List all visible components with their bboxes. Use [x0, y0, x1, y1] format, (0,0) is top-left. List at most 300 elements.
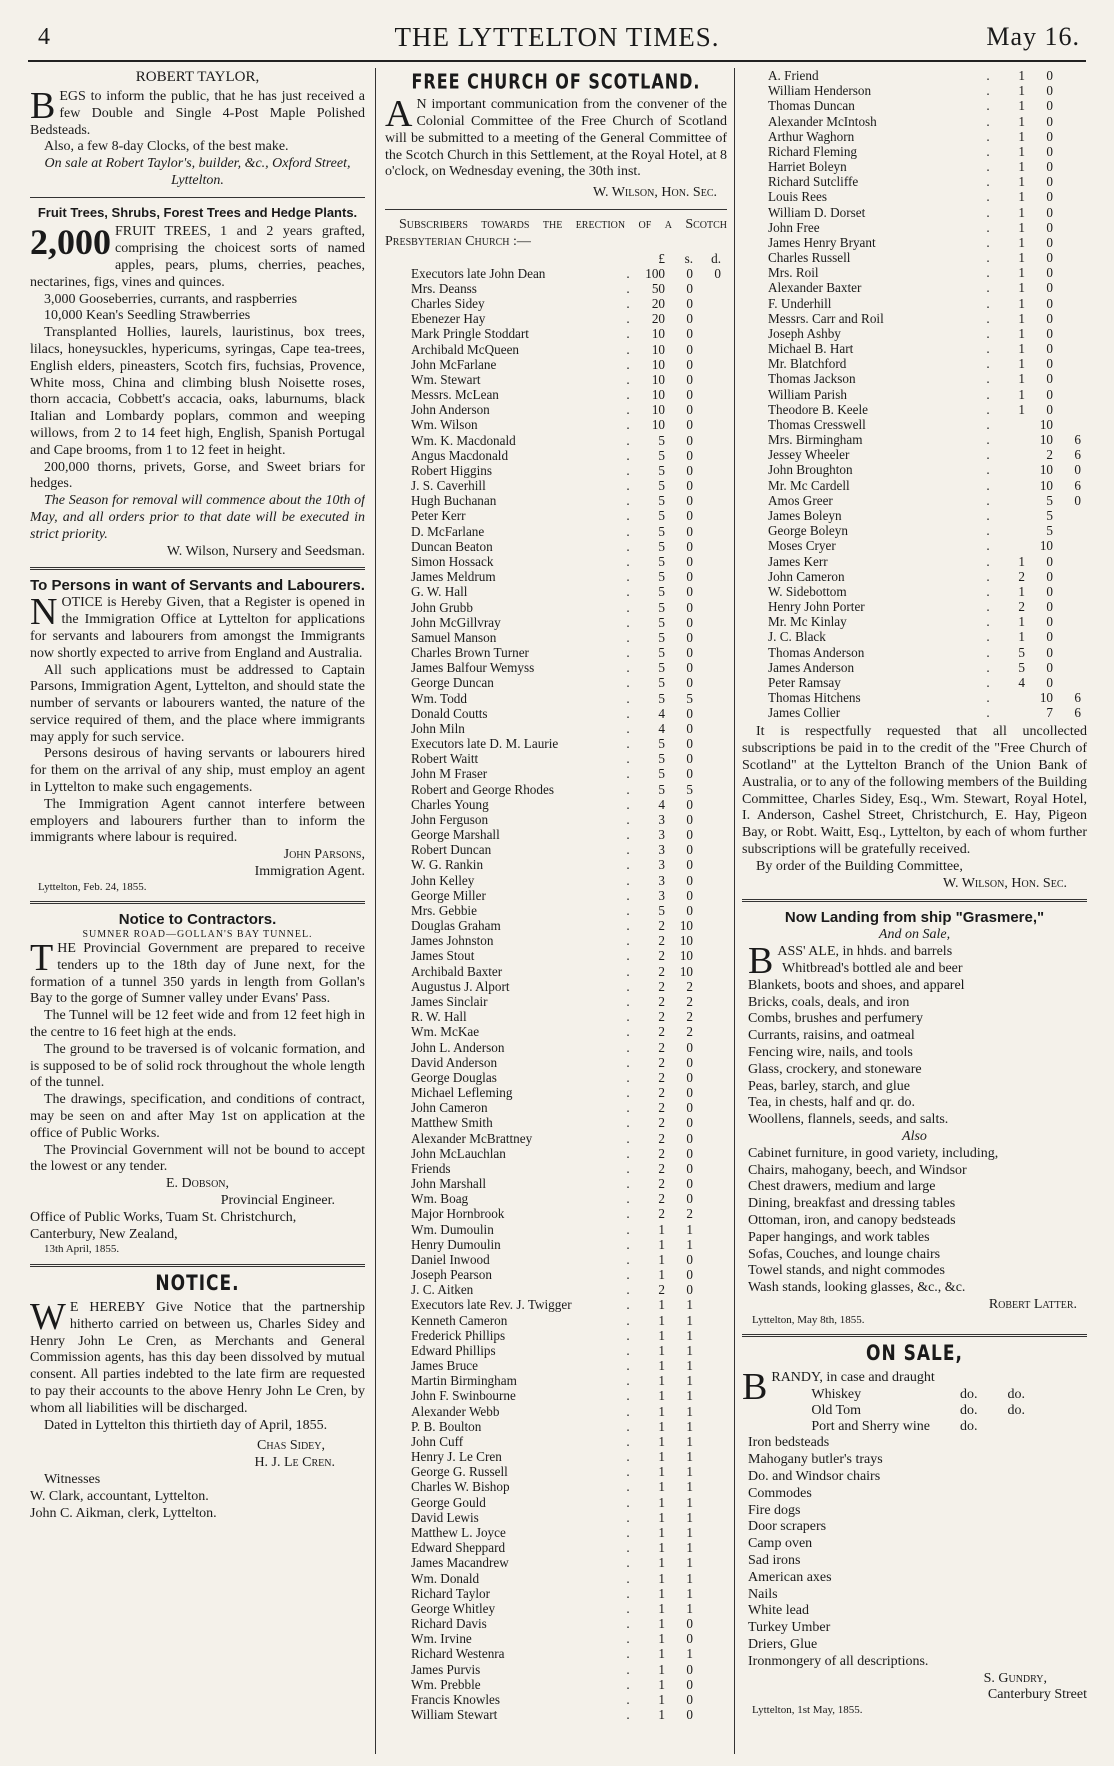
leader-dots: .: [626, 1191, 630, 1207]
amount-shillings: 0: [686, 1707, 693, 1723]
subscriber-name: Henry J. Le Cren: [411, 1449, 502, 1465]
amount-pounds: 1: [1018, 189, 1025, 205]
ad-heading: To Persons in want of Servants and Labourers.: [30, 577, 365, 595]
subscriber-row: [385, 645, 727, 660]
currency-pounds: £: [658, 250, 665, 266]
amount-pence: [1059, 402, 1087, 417]
subscriber-row: [385, 1555, 727, 1570]
amount-shillings: 0: [686, 675, 693, 691]
leader-dots: .: [626, 1024, 630, 1040]
ad-subheading: Also: [902, 1128, 927, 1144]
subscriber-row: [742, 584, 1087, 599]
leader-dots: .: [626, 478, 630, 494]
subscriber-row: [742, 417, 1087, 432]
amount-shillings: 1: [686, 1600, 693, 1616]
amount-pence: [1059, 371, 1087, 386]
leader-dots: .: [626, 902, 630, 918]
leader-dots: .: [626, 1631, 630, 1647]
spirit-ditto: do.: [959, 1403, 978, 1419]
amount-pence: [699, 357, 727, 372]
ad-date: 13th April, 1855.: [44, 1243, 120, 1256]
column-3: [742, 68, 1087, 1754]
subscriber-name: Louis Rees: [768, 189, 827, 205]
subscriber-name: Kenneth Cameron: [411, 1312, 508, 1328]
amount-pence: [699, 1191, 727, 1206]
amount-shillings: 0: [1046, 219, 1053, 235]
leader-dots: .: [986, 113, 990, 129]
amount-pounds: 5: [658, 614, 665, 630]
leader-dots: .: [986, 174, 990, 190]
leader-dots: .: [986, 659, 990, 675]
subscriber-list: [385, 266, 727, 1723]
subscriber-name: Mrs. Roil: [768, 265, 819, 281]
goods-line: Peas, barley, starch, and glue: [748, 1078, 910, 1094]
ad-address: Office of Public Works, Tuam St. Christchurch, Canterbury, New Zealand,: [30, 1209, 297, 1242]
amount-pounds: 20: [651, 296, 665, 312]
amount-pounds: 1: [658, 1312, 665, 1328]
subscriber-row: [385, 266, 727, 281]
subscriber-name: Edward Sheppard: [411, 1540, 506, 1556]
amount-pence: [699, 842, 727, 857]
amount-pence: [699, 1343, 727, 1358]
leader-dots: .: [626, 1540, 630, 1556]
column-2: [385, 68, 727, 1754]
amount-shillings: 1: [686, 1433, 693, 1449]
leader-dots: .: [986, 401, 990, 417]
ad-free-church: [385, 69, 727, 1723]
amount-pence: [699, 1586, 727, 1601]
amount-pounds: 2: [658, 993, 665, 1009]
leader-dots: .: [626, 493, 630, 509]
subscriber-name: Jessey Wheeler: [768, 447, 850, 463]
amount-pence: [699, 1313, 727, 1328]
amount-pounds: 5: [658, 447, 665, 463]
amount-shillings: 0: [686, 508, 693, 524]
leader-dots: .: [986, 629, 990, 645]
subscriber-name: John F. Swinbourne: [411, 1388, 516, 1404]
subscriber-name: John Ferguson: [411, 811, 489, 827]
subscriber-name: Ebenezer Hay: [411, 311, 486, 327]
amount-pence: [699, 1206, 727, 1221]
amount-shillings: 0: [1046, 234, 1053, 250]
amount-pounds: 3: [658, 872, 665, 888]
amount-pounds: 2: [658, 1145, 665, 1161]
leader-dots: .: [626, 963, 630, 979]
amount-pounds: 1: [658, 1342, 665, 1358]
amount-pence: [699, 1662, 727, 1677]
amount-shillings: 0: [686, 1085, 693, 1101]
amount-pounds: 2: [658, 1160, 665, 1176]
leader-dots: .: [626, 523, 630, 539]
leader-dots: .: [626, 1509, 630, 1525]
leader-dots: .: [626, 599, 630, 615]
subscriber-name: James Purvis: [411, 1661, 481, 1677]
sale-item: Do. and Windsor chairs: [748, 1468, 881, 1484]
subscriber-name: Charles W. Bishop: [411, 1479, 510, 1495]
subscriber-row: [742, 599, 1087, 614]
leader-dots: .: [626, 371, 630, 387]
subscriber-row: [385, 1176, 727, 1191]
leader-dots: .: [626, 1403, 630, 1419]
leader-dots: .: [626, 1160, 630, 1176]
sale-item: Ironmongery of all descriptions.: [748, 1653, 929, 1669]
amount-pounds: 1: [658, 1646, 665, 1662]
amount-pounds: 5: [658, 766, 665, 782]
subscriber-name: John Miln: [411, 720, 465, 736]
advertiser-name: ROBERT TAYLOR,: [135, 69, 260, 85]
amount-shillings: 0: [1046, 174, 1053, 190]
amount-shillings: 0: [686, 1191, 693, 1207]
leader-dots: .: [626, 1100, 630, 1116]
subscriber-row: [385, 1419, 727, 1434]
amount-pence: [699, 1646, 727, 1661]
subscriber-row: [742, 402, 1087, 417]
leader-dots: .: [626, 387, 630, 403]
subscriber-name: George Whitley: [411, 1600, 496, 1616]
leader-dots: .: [626, 280, 630, 296]
leader-dots: .: [626, 614, 630, 630]
amount-shillings: 0: [686, 493, 693, 509]
subscriber-name: Robert Higgins: [411, 462, 492, 478]
amount-pounds: 50: [651, 280, 665, 296]
leader-dots: .: [626, 933, 630, 949]
amount-pence: 6: [1074, 705, 1081, 721]
subscriber-row: [742, 523, 1087, 538]
amount-pounds: 5: [658, 538, 665, 554]
amount-shillings: 1: [686, 1509, 693, 1525]
ad-date: Lyttelton, 1st May, 1855.: [752, 1704, 863, 1717]
leader-dots: .: [626, 1646, 630, 1662]
subscriber-row: [385, 569, 727, 584]
leader-dots: .: [986, 568, 990, 584]
goods-line: Glass, crockery, and stoneware: [748, 1061, 922, 1077]
amount-shillings: 1: [686, 1540, 693, 1556]
amount-pence: [1059, 417, 1087, 432]
leader-dots: .: [626, 796, 630, 812]
amount-pence: [699, 933, 727, 948]
subscriber-row: [742, 493, 1087, 508]
amount-shillings: 0: [686, 766, 693, 782]
amount-pence: [1059, 614, 1087, 629]
amount-pence: [699, 857, 727, 872]
amount-pounds: 1: [1018, 401, 1025, 417]
amount-pence: [699, 782, 727, 797]
subscriber-name: Augustus J. Alport: [411, 978, 510, 994]
amount-pounds: 1: [658, 1540, 665, 1556]
leader-dots: .: [626, 508, 630, 524]
amount-pounds: 10: [651, 326, 665, 342]
amount-shillings: 5: [1046, 523, 1053, 539]
subscriber-name: Richard Fleming: [768, 143, 858, 159]
amount-pence: [699, 645, 727, 660]
leader-dots: .: [986, 447, 990, 463]
subscriber-row: [742, 675, 1087, 690]
leader-dots: .: [626, 265, 630, 281]
subscriber-row: [385, 842, 727, 857]
amount-pounds: 3: [658, 811, 665, 827]
amount-pounds: 5: [658, 584, 665, 600]
amount-pounds: 2: [658, 1100, 665, 1116]
leader-dots: .: [626, 857, 630, 873]
subscriber-name: Mr. Mc Cardell: [768, 477, 850, 493]
spirit-ditto: do.: [1007, 1403, 1025, 1419]
subscriber-name: David Lewis: [411, 1509, 479, 1525]
amount-pence: 0: [1074, 492, 1081, 508]
leader-dots: .: [986, 553, 990, 569]
amount-pence: [699, 1282, 727, 1297]
subscriber-name: Samuel Manson: [411, 629, 497, 645]
witness-label: Witnesses: [44, 1471, 101, 1487]
amount-shillings: 0: [686, 1176, 693, 1192]
amount-shillings: 0: [1046, 189, 1053, 205]
subscriber-name: Matthew Smith: [411, 1115, 493, 1131]
subscriber-row: [385, 508, 727, 523]
leader-dots: .: [626, 462, 630, 478]
subscriber-name: Mrs. Birmingham: [768, 432, 863, 448]
spirits-list: [771, 1387, 1025, 1435]
amount-pence: [699, 1707, 727, 1722]
subscriber-row: [742, 189, 1087, 204]
ad-heading: NOTICE.: [155, 1271, 240, 1297]
leader-dots: .: [626, 1433, 630, 1449]
amount-pence: [699, 1495, 727, 1510]
leader-dots: .: [626, 978, 630, 994]
subscriber-row: [385, 1206, 727, 1221]
leader-dots: .: [626, 1570, 630, 1586]
leader-dots: .: [626, 1525, 630, 1540]
amount-shillings: 1: [686, 1403, 693, 1419]
amount-pounds: 10: [651, 341, 665, 357]
subscriber-row: [385, 600, 727, 615]
amount-shillings: 0: [1046, 659, 1053, 675]
ad-heading: Fruit Trees, Shrubs, Forest Trees and Hedge Plants.: [37, 204, 358, 220]
subscriber-row: [385, 448, 727, 463]
drop-cap: B: [30, 85, 56, 127]
amount-pence: [1059, 538, 1087, 553]
subscriber-row: [385, 326, 727, 341]
amount-pence: [699, 1070, 727, 1085]
goods-line: Woollens, flannels, seeds, and salts.: [748, 1112, 949, 1128]
amount-shillings: 0: [1046, 265, 1053, 281]
amount-pounds: 2: [1018, 568, 1025, 584]
subscriber-name: Mark Pringle Stoddart: [411, 326, 529, 342]
leader-dots: .: [626, 1251, 630, 1267]
amount-pounds: 20: [651, 311, 665, 327]
amount-shillings: 1: [686, 1479, 693, 1495]
subscriber-name: Alexander McIntosh: [768, 113, 877, 129]
subscriber-row: [385, 1449, 727, 1464]
drop-cap: A: [385, 93, 413, 136]
subscriber-name: Richard Sutcliffe: [768, 174, 859, 190]
subscriber-row: [385, 706, 727, 721]
amount-pounds: [1003, 417, 1031, 432]
subscriber-name: Donald Coutts: [411, 705, 488, 721]
amount-pounds: 2: [658, 1115, 665, 1131]
subscriber-row: [385, 1040, 727, 1055]
amount-shillings: 2: [686, 1009, 693, 1025]
amount-pence: [699, 1085, 727, 1100]
ad-paragraph: All such applications must be addressed to Captain Parsons, Immigration Agent, Lyttelton, and should state the number of servants or labourers wanted, the nature of the service required of them, and the place where immigrants may apply for such service.: [30, 662, 365, 745]
leader-dots: .: [626, 1282, 630, 1298]
ad-paragraph: N important communication from the convener of the Colonial Committee of the Free Church of Scotland will be submitted to a meeting of the General Committee of the Scotch Church in this Settlement, at the Royal Hotel, at 8 o'clock, on Wednesday evening, the 30th inst.: [385, 97, 727, 180]
subscriber-row: [385, 691, 727, 706]
subscriber-row: [385, 1131, 727, 1146]
ad-subheading: SUMNER ROAD—GOLLAN'S BAY TUNNEL.: [82, 929, 313, 941]
furniture-line: Chest drawers, medium and large: [748, 1179, 936, 1195]
leader-dots: .: [626, 1661, 630, 1677]
subscriber-row: [385, 1388, 727, 1403]
amount-pounds: 5: [658, 675, 665, 691]
subscriber-row: [385, 1631, 727, 1646]
subscriber-row: [385, 1525, 727, 1540]
ad-paragraph: Transplanted Hollies, laurels, lauristinus, box trees, lilacs, honeysuckles, hypericums, syringas, Cape tea-trees, English elders, pineasters, Scotch firs, fuchsias, Provence, White moss, China and climbing blush Noisette roses, thorn accacia, Cobbett's accacia, oaks, laburnums, black Italian and Lombardy poplars, common and weeping willows, from 2 to 14 feet high, English, Spanish Portugal and Cape brooms, from 1 to 12 feet in height.: [30, 325, 365, 458]
subscriber-row: [742, 508, 1087, 523]
subscriber-name: Archibald McQueen: [411, 341, 520, 357]
amount-pounds: 5: [658, 736, 665, 752]
subscriber-row: [742, 432, 1087, 447]
amount-shillings: 0: [686, 356, 693, 372]
subscriber-name: John Broughton: [768, 462, 853, 478]
furniture-line: Paper hangings, and work tables: [748, 1229, 930, 1245]
subscriber-row: [385, 1404, 727, 1419]
amount-pounds: 2: [658, 1176, 665, 1192]
amount-pounds: 1: [658, 1676, 665, 1692]
amount-shillings: 0: [1046, 674, 1053, 690]
amount-shillings: 10: [1039, 538, 1053, 554]
ad-date: Lyttelton, Feb. 24, 1855.: [38, 880, 147, 893]
subscriber-row: [742, 205, 1087, 220]
subscriber-name: Robert Waitt: [411, 751, 479, 767]
subscriber-row: [385, 1222, 727, 1237]
ad-robert-taylor: [30, 68, 365, 190]
leader-dots: .: [986, 83, 990, 99]
subscriber-row: [385, 524, 727, 539]
subscriber-row: [385, 1191, 727, 1206]
leader-dots: .: [986, 159, 990, 175]
amount-shillings: 0: [686, 857, 693, 873]
amount-pounds: [1003, 690, 1031, 705]
subscriber-name: George Gould: [411, 1494, 486, 1510]
amount-pounds: 2: [658, 918, 665, 934]
subscriber-name: Charles Russell: [768, 250, 851, 266]
leader-dots: .: [986, 538, 990, 554]
subscriber-row: [385, 782, 727, 797]
goods-line: Combs, brushes and perfumery: [748, 1011, 923, 1027]
amount-pence: [699, 1024, 727, 1039]
subscriber-row: [742, 296, 1087, 311]
amount-pence: [1059, 675, 1087, 690]
subscriber-name: Francis Knowles: [411, 1691, 501, 1707]
amount-shillings: 2: [686, 978, 693, 994]
subscriber-name: Executors late Rev. J. Twigger: [411, 1297, 572, 1313]
subscriber-name: W. G. Rankin: [411, 857, 484, 873]
amount-pence: [1059, 98, 1087, 113]
amount-shillings: 0: [1046, 568, 1053, 584]
amount-pence: [1059, 265, 1087, 280]
subscriber-row: [385, 918, 727, 933]
amount-pounds: [1003, 538, 1031, 553]
leader-dots: .: [626, 811, 630, 827]
subscriber-name: Arthur Waghorn: [768, 128, 855, 144]
amount-pounds: 1: [1018, 629, 1025, 645]
subscriber-row: [385, 1009, 727, 1024]
sale-item: Iron bedsteads: [748, 1435, 830, 1451]
subscriber-name: George Duncan: [411, 675, 494, 691]
leader-dots: .: [626, 1206, 630, 1222]
drop-cap: N: [30, 591, 58, 634]
leader-dots: .: [626, 1145, 630, 1161]
amount-pounds: 1: [658, 1464, 665, 1480]
subscriber-name: Richard Westenra: [411, 1646, 505, 1662]
amount-pounds: 1: [1018, 341, 1025, 357]
amount-shillings: 0: [686, 660, 693, 676]
amount-pounds: 1: [1018, 295, 1025, 311]
amount-pence: [1059, 220, 1087, 235]
subscriber-row: [385, 1115, 727, 1130]
sale-item: White lead: [748, 1603, 810, 1619]
goods-line: Whitbread's bottled ale and beer: [782, 960, 963, 976]
amount-shillings: 0: [1046, 644, 1053, 660]
amount-pence: [699, 706, 727, 721]
subscriber-name: Thomas Jackson: [768, 371, 856, 387]
subscriber-name: John Marshall: [411, 1176, 487, 1192]
subscriber-name: Peter Ramsay: [768, 674, 841, 690]
subscriber-row: [385, 1328, 727, 1343]
amount-pence: 6: [1074, 432, 1081, 448]
subscriber-row: [742, 159, 1087, 174]
amount-shillings: 0: [1046, 98, 1053, 114]
subscriber-row: [385, 1085, 727, 1100]
goods-line: Currants, raisins, and oatmeal: [748, 1028, 915, 1044]
amount-pounds: 5: [658, 554, 665, 569]
subscriber-row: [385, 281, 727, 296]
amount-shillings: 0: [686, 538, 693, 554]
amount-pence: [1059, 250, 1087, 265]
amount-shillings: 0: [686, 432, 693, 448]
ad-line: RANDY, in case and draught: [771, 1370, 935, 1386]
amount-pounds: 5: [658, 493, 665, 509]
spirit-ditto: do.: [1007, 1387, 1025, 1403]
amount-shillings: 2: [686, 1206, 693, 1222]
amount-pounds: 5: [658, 645, 665, 661]
subscriber-note: By order of the Building Committee,: [756, 858, 963, 874]
amount-pounds: 5: [658, 523, 665, 539]
drop-cap: B: [742, 1366, 768, 1409]
leader-dots: .: [626, 690, 630, 706]
amount-shillings: 0: [686, 280, 693, 296]
leader-dots: .: [986, 143, 990, 159]
subscriber-row: [385, 342, 727, 357]
leader-dots: .: [626, 1555, 630, 1571]
subscriber-name: James Anderson: [768, 659, 855, 675]
leader-dots: .: [626, 1327, 630, 1343]
subscriber-row: [742, 326, 1087, 341]
leader-dots: .: [626, 1009, 630, 1025]
subscriber-name: Mr. Blatchford: [768, 356, 847, 372]
leader-dots: .: [626, 1418, 630, 1434]
leader-dots: .: [986, 234, 990, 250]
amount-pence: [699, 1616, 727, 1631]
amount-shillings: 0: [686, 599, 693, 615]
ad-address: On sale at Robert Taylor's, builder, &c., Oxford Street, Lyttelton.: [44, 156, 351, 188]
amount-shillings: 0: [1046, 614, 1053, 630]
subscriber-row: [385, 1510, 727, 1525]
spirits-row: [771, 1387, 1025, 1403]
subscriber-row: [385, 1313, 727, 1328]
subscriber-row: [385, 1662, 727, 1677]
amount-pounds: 2: [658, 1039, 665, 1055]
amount-shillings: 0: [686, 614, 693, 630]
